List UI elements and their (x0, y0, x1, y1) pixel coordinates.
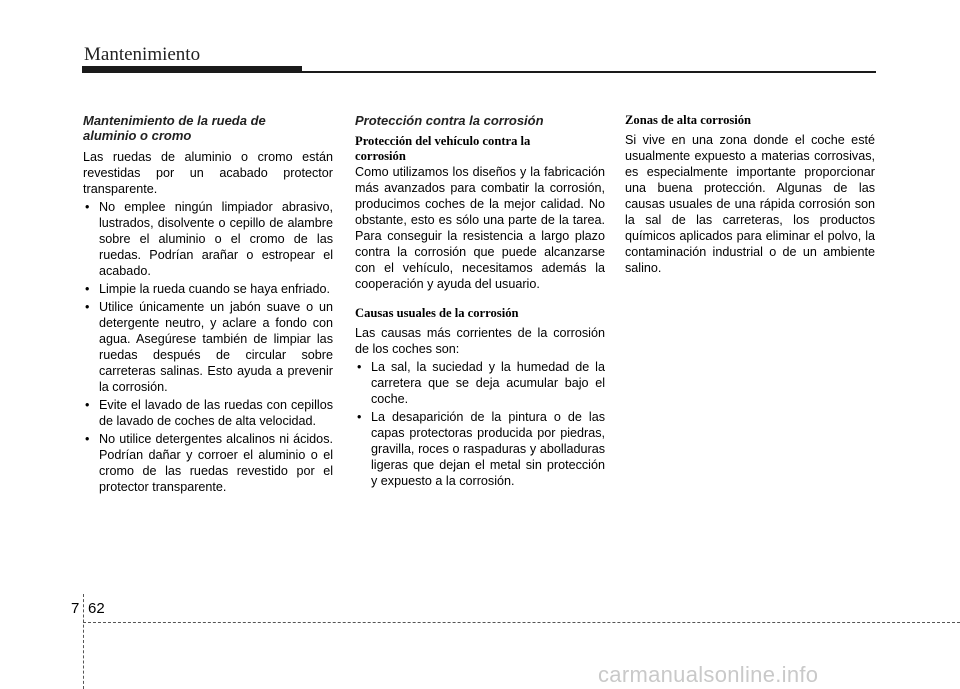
section-title-corrosion: Protección contra la corrosión (355, 113, 544, 128)
high-corrosion-paragraph: Si vive en una zona donde el coche esté usualmente expuesto a materias corrosivas, es especialmente importante proporcionar una buena protección. Algunas de las causas usuales de una rápida corrosión son la sal de las carreteras, los productos químicos aplicados para eliminar el polvo, la contaminación industrial o de un ambiente salino. (625, 133, 875, 275)
bullet-icon: • (85, 432, 90, 446)
bullet-icon: • (85, 300, 90, 314)
header-rule-thin (302, 71, 876, 73)
list-item: • Evite el lavado de las ruedas con cepillos de lavado de coches de alta velocidad. (85, 398, 333, 428)
footer-divider-vertical (83, 594, 84, 689)
bullet-icon: • (85, 282, 90, 296)
watermark: carmanualsonline.info (598, 662, 819, 687)
wheel-intro-paragraph: Las ruedas de aluminio o cromo están revestidas por un acabado protector transparente. (83, 150, 333, 196)
bullet-icon: • (85, 200, 90, 214)
list-item: • No utilice detergentes alcalinos ni ácidos. Podrían dañar y corroer el aluminio o el cromo de las ruedas revestido por el protector transparente. (85, 432, 333, 494)
chapter-number: 7 (71, 600, 80, 617)
protection-paragraph: Como utilizamos los diseños y la fabricación más avanzados para combatir la corrosión, producimos coches de la mejor calidad. No obstante, esto es sólo una parte de la tarea. Para conseguir la resistencia a largo plazo contra la corrosión que puede alcanzarse con el vehículo, necesitamos además la cooperación y ayuda del usuario. (355, 165, 605, 291)
page-header-title: Mantenimiento (84, 44, 201, 65)
bullet-icon: • (357, 360, 362, 374)
subsection-title-vehicle-protection: Protección del vehículo contra la corrosión (355, 134, 531, 163)
page-number: 62 (88, 600, 105, 617)
list-item: • Utilice únicamente un jabón suave o un detergente neutro, y aclare a fondo con agua. Asegúrese también de limpiar las ruedas después de circular sobre carreteras salinas. Esto ayuda a prevenir la corrosión. (85, 300, 333, 394)
column-wheel-maintenance (83, 113, 333, 497)
causes-list (355, 359, 605, 489)
column-corrosion-protection (355, 113, 605, 491)
subsection-title-high-corrosion: Zonas de alta corrosión (625, 113, 752, 127)
bullet-icon: • (357, 410, 362, 424)
list-item: • La desaparición de la pintura o de las capas protectoras producida por piedras, gravilla, roces o raspaduras y abolladuras ligeras que dejan el metal sin protección y expuesto a la corrosión. (357, 410, 605, 488)
list-item: • No emplee ningún limpiador abrasivo, lustrados, disolvente o cepillo de alambre sobre el aluminio o el cromo de las ruedas. Podrían arañar o estropear el acabado. (85, 200, 333, 278)
header-rule-thick (82, 66, 302, 73)
subsection-title-causes: Causas usuales de la corrosión (355, 306, 519, 320)
list-item: • Limpie la rueda cuando se haya enfriado. (85, 282, 331, 296)
footer-divider-horizontal (83, 622, 960, 623)
wheel-care-list (83, 199, 333, 495)
section-title-wheel-maintenance (83, 113, 333, 143)
column-high-corrosion-zones (625, 113, 875, 276)
bullet-icon: • (85, 398, 90, 412)
causes-paragraph: Las causas más corrientes de la corrosión de los coches son: (355, 326, 605, 356)
section-title-line2: aluminio o cromo (83, 128, 192, 143)
section-title-line1: Mantenimiento de la rueda de (83, 113, 266, 128)
list-item: • La sal, la suciedad y la humedad de la carretera que se deja acumular bajo el coche. (357, 360, 605, 406)
